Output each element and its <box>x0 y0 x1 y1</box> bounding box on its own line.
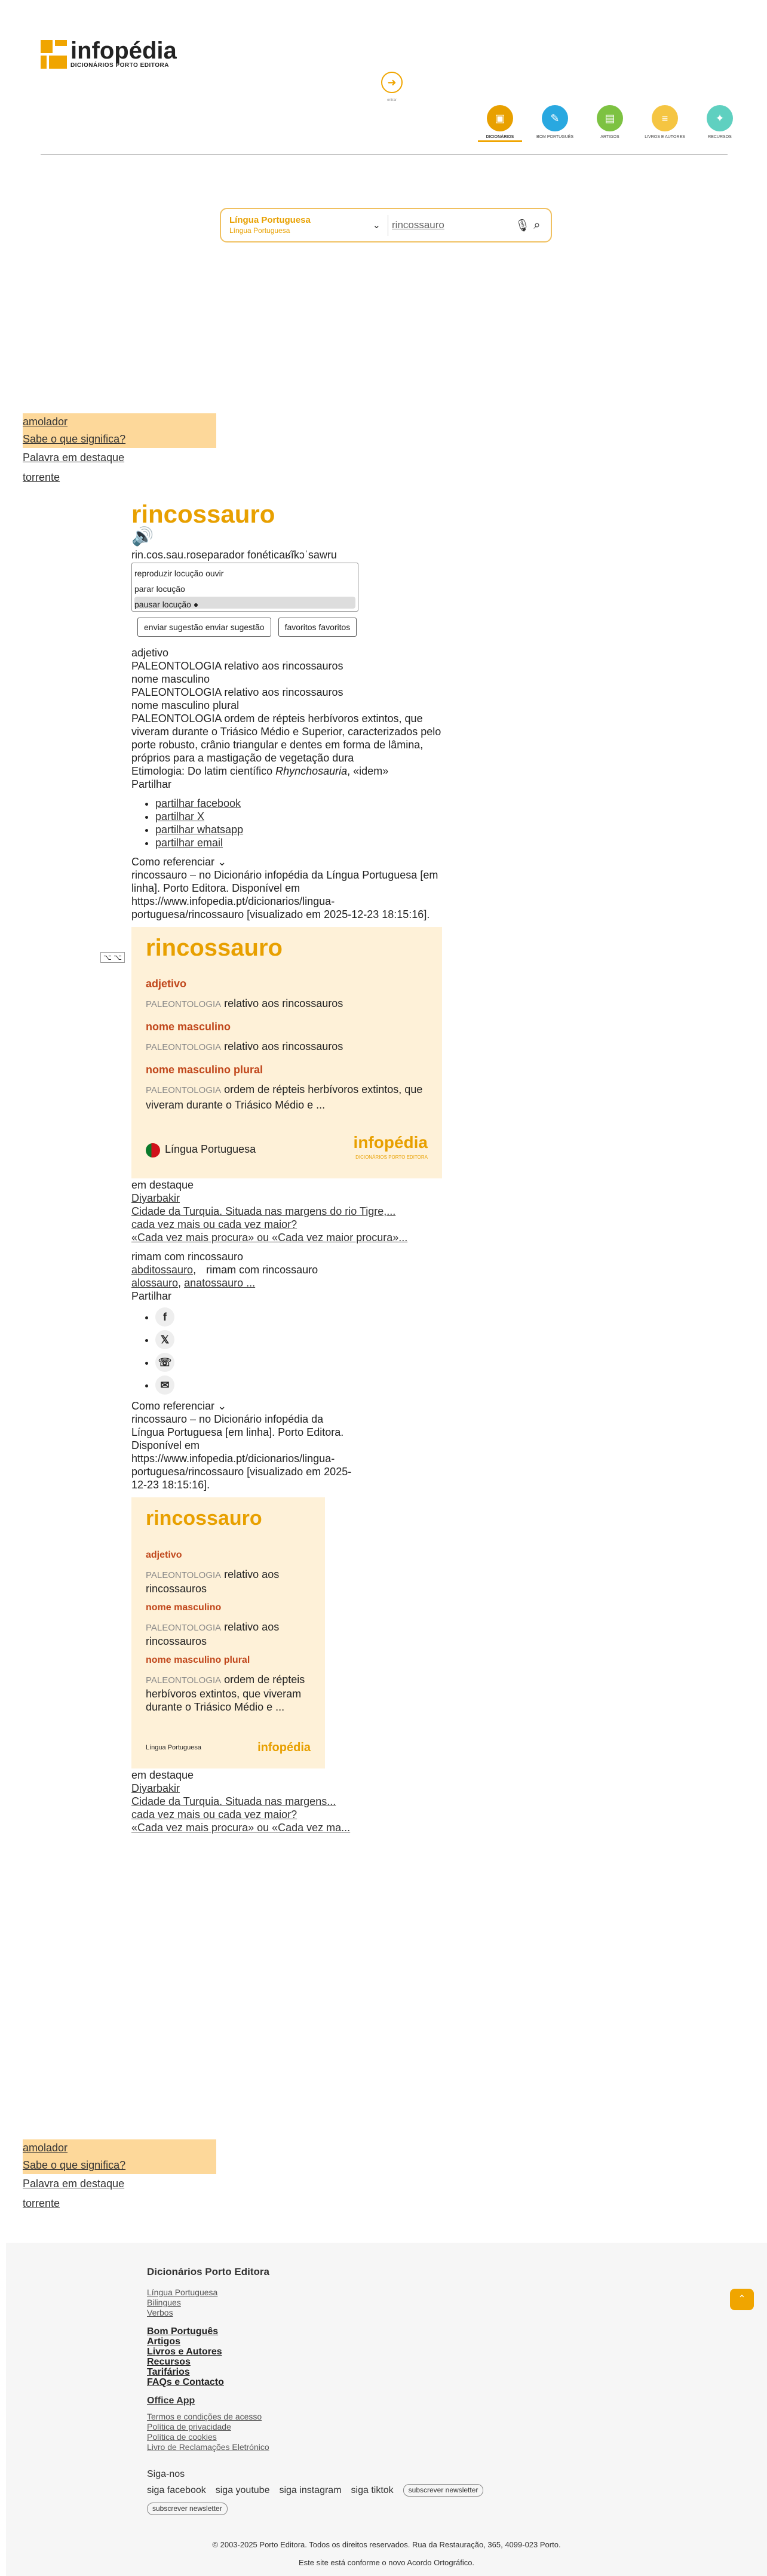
logo-title: infopédia <box>70 38 177 64</box>
entry-main: rincossauro 🔊 rin.cos.sau.roseparador fonéticaʁĩkɔˈsawru reproduzir locução ouvir parar locução pausar locução ● enviar sugestão enviar sugestão favoritos favoritos adjetivo PALEONTOLOGIA relativo aos rincossauros nome masculino PALEONTOLOGIA relativo aos rincossauros nome masculino plural PALEONTOLOGIA ordem de répteis herbívoros extintos, que viveram durante o Triásico Médio e Superior, caracterizados pelo porte robusto, crânio triangular e dentes em forma de lâmina, próprios para a mastigação de vegetação dura Etimologia: Do latim científico Rhynchosauria, «idem» Partilhar • partilhar facebook • partilhar X • partilhar whatsapp • partilhar email Como referenciar ⌄ rincossauro – no Dicionário infopédia da Língua Portuguesa [em linha]. Porto Editora. Disponível em https://www.infopedia.pt/dicionarios/lingua-portuguesa/rincossauro [visualizado em 2025-12-23 18:15:16]. rincossauro adjetivo PALEONTOLOGIA relativo aos rincossauros nome masculino PALEONTOLOGIA relativo aos rincossauros nome masculino plural PALEONTOLOGIA ordem de répteis herbívoros extintos, que viveram durante o Triásico Médio e ... Língua Portuguesa infopédia DICIONÁRIOS PORTO EDITORA em destaque Diyarbakir Cidade da Turquia. Situada nas margens do rio Tigre,... cada vez mais ou cada vez maior? «Cada vez mais procura» ou «Cada vez maior procura»... rimam com rincossauro abditossauro, rimam com rincossauro alossauro, anatossauro ... Partilhar • f • 𝕏 • ☏ • ✉ Como referenciar ⌄ rincossauro – no Dicionário infopédia da Língua Portuguesa [em linha]. Porto Editora. Disponível em https://www.infopedia.pt/dicionarios/lingua-portuguesa/rincossauro [visualizado em 2025-12-23 18:15:16]. rincossauro adjetivo PALEONTOLOGIA relativo aos rincossauros nome masculino PALEONTOLOGIA relativo aos rincossauros nome masculino plural PALEONTOLOGIA ordem de répteis herbívoros extintos, que viveram durante o Triásico Médio e ... Língua Portuguesa infopédia em destaque Diyarbakir Cidade da Turquia. Situada nas margens... cada vez mais ou cada vez maior? «Cada vez mais procura» ou «Cada vez ma... <box>131 508 442 1834</box>
featured-word-link[interactable]: Diyarbakir <box>131 1192 180 1204</box>
footer-link[interactable]: Verbos <box>147 2308 173 2317</box>
site-logo[interactable] <box>41 39 177 69</box>
definition: adjetivo PALEONTOLOGIA relativo aos rincossauros nome masculino PALEONTOLOGIA relativo aos rincossauros nome masculino plural PALEONTOLOGIA ordem de répteis herbívoros extintos, que viveram durante o Triásico Médio e Superior, caracterizados pelo porte robusto, crânio triangular e dentes em forma de lâmina, próprios para a mastigação de vegetação dura <box>131 647 441 764</box>
footer-link[interactable]: Recursos <box>147 2357 191 2367</box>
logo-subtitle: DICIONÁRIOS PORTO EDITORA <box>70 62 169 69</box>
rhyme-link[interactable]: abditossauro <box>131 1264 194 1276</box>
microphone-icon[interactable]: 🎙 <box>515 219 530 232</box>
sidebar-top <box>23 413 216 487</box>
tiktok-social-link[interactable]: siga tiktok <box>351 2485 394 2495</box>
rhymes-image: rimam com rincossauro <box>206 1264 318 1276</box>
search-input[interactable] <box>392 219 511 231</box>
sidebar-link-sabe[interactable]: Sabe o que significa? <box>23 431 216 448</box>
footer-link[interactable]: Língua Portuguesa <box>147 2288 218 2297</box>
footer-link[interactable]: Artigos <box>147 2336 180 2347</box>
footer-link[interactable]: Bilingues <box>147 2298 181 2307</box>
phonetic-separator: separador fonética <box>196 549 286 561</box>
rhyme-link[interactable]: anatossauro ... <box>184 1277 256 1289</box>
login-icon: ➜ <box>381 72 403 93</box>
share-title: Partilhar <box>131 778 172 790</box>
featured-title: em destaque <box>131 1769 194 1781</box>
language-main: Língua Portuguesa <box>229 214 311 225</box>
nav-label: LIVROS E AUTORES <box>645 135 685 139</box>
sidebar-link-palavra[interactable]: Palavra em destaque <box>23 2178 125 2190</box>
chevron-down-icon: ⌄ <box>217 856 227 868</box>
card-language: Língua Portuguesa <box>146 1143 256 1157</box>
featured-link-3[interactable]: «Cada vez mais procura» ou «Cada vez ma... <box>131 1822 351 1834</box>
site-footer <box>6 2243 767 2576</box>
site-header <box>0 0 767 161</box>
follow-title: Siga-nos <box>147 2469 185 2479</box>
card-category: nome masculino plural <box>146 1064 263 1076</box>
entry-card-small: rincossauro adjetivo PALEONTOLOGIA relativo aos rincossauros nome masculino PALEONTOLOGIA relativo aos rincossauros nome masculino plural PALEONTOLOGIA ordem de répteis herbívoros extintos, que viveram durante o Triásico Médio e ... Língua Portuguesa infopédia <box>131 1497 325 1768</box>
reference-text: rincossauro – no Dicionário infopédia da Língua Portuguesa [em linha]. Porto Editora. Disponível em https://www.infopedia.pt/dicionarios/lingua-portuguesa/rincossauro [visualizado em 2025-12-23 18:15:16]. <box>131 1413 352 1491</box>
share-x-link[interactable]: partilhar X <box>155 810 205 822</box>
featured-link-1[interactable]: Cidade da Turquia. Situada nas margens do rio Tigre,... <box>131 1205 396 1217</box>
search-bar <box>220 208 552 242</box>
footer-link[interactable]: FAQs e Contacto <box>147 2377 224 2387</box>
logo-mark <box>41 40 67 69</box>
nav-recursos[interactable] <box>698 105 742 142</box>
books-icon: ≡ <box>652 105 678 131</box>
footer-legal-link[interactable]: Termos e condições de acesso <box>147 2412 262 2421</box>
x-icon[interactable]: • 𝕏 <box>155 1330 174 1349</box>
suggest-button[interactable]: enviar sugestão enviar sugestão <box>137 618 271 637</box>
nav-label: RECURSOS <box>708 135 732 139</box>
orthography-note: Este site está conforme o novo Acordo Ortográfico. <box>298 2558 475 2567</box>
language-select[interactable] <box>221 215 388 236</box>
footer-link[interactable]: Bom Português <box>147 2326 219 2336</box>
speaker-icon[interactable]: 🔊 <box>131 527 154 546</box>
featured-title: em destaque <box>131 1179 194 1191</box>
newsletter-button[interactable]: subscrever newsletter <box>403 2484 484 2497</box>
share-title: Partilhar <box>131 1290 172 1302</box>
share-facebook-link[interactable]: partilhar facebook <box>155 797 241 809</box>
rhymes-title: rimam com rincossauro <box>131 1251 244 1263</box>
rhyme-link[interactable]: alossauro <box>131 1277 179 1289</box>
sidebar-link-amolador[interactable]: amolador <box>23 2139 216 2157</box>
featured-link-3[interactable]: «Cada vez mais procura» ou «Cada vez maior procura»... <box>131 1232 408 1244</box>
footer-legal-link[interactable]: Política de cookies <box>147 2432 217 2442</box>
copyright: © 2003-2025 Porto Editora. Todos os direitos reservados. Rua da Restauração, 365, 4099-023 Porto. <box>212 2540 561 2549</box>
footer-heading: Dicionários Porto Editora <box>147 2266 269 2277</box>
card-category: nome masculino <box>146 1021 231 1033</box>
book-icon: ▣ <box>487 105 513 131</box>
login-button[interactable] <box>380 72 404 104</box>
sidebar-link-sabe[interactable]: Sabe o que significa? <box>23 2157 216 2174</box>
sidebar-link-torrente[interactable]: torrente <box>23 2197 60 2209</box>
sidebar-link-palavra[interactable]: Palavra em destaque <box>23 452 125 463</box>
instagram-social-link[interactable]: siga instagram <box>279 2485 342 2495</box>
favorites-button[interactable]: favoritos favoritos <box>278 618 357 637</box>
youtube-social-link[interactable]: siga youtube <box>215 2485 270 2495</box>
phonetic: rin.cos.sau.roseparador fonéticaʁĩkɔˈsawru <box>131 549 337 561</box>
language-sub: Língua Portuguesa <box>229 226 290 235</box>
entry-title: rincossauro <box>131 500 275 528</box>
nav-label: ARTIGOS <box>600 135 619 139</box>
sidebar-link-torrente[interactable]: torrente <box>23 471 60 483</box>
etymology: Etimologia: Do latim científico Rhynchosauria, «idem» <box>131 765 389 777</box>
resources-icon: ✦ <box>707 105 733 131</box>
pause-button[interactable]: pausar locução ● <box>134 597 355 609</box>
footer-link[interactable]: Livros e Autores <box>147 2347 222 2357</box>
featured-link-2[interactable]: cada vez mais ou cada vez maior? <box>131 1218 297 1230</box>
login-label: entrar <box>387 99 397 102</box>
email-icon[interactable]: • ✉ <box>155 1375 174 1395</box>
sidebar-link-amolador[interactable]: amolador <box>23 413 216 431</box>
pen-icon: ✎ <box>542 105 568 131</box>
keyboard-shortcut[interactable]: ⌥ ⌥ <box>100 952 125 963</box>
nav-artigos[interactable] <box>588 105 632 142</box>
card-word: rincossauro <box>146 1507 262 1530</box>
whatsapp-icon[interactable]: • ☏ <box>155 1353 174 1372</box>
share-whatsapp-link[interactable]: partilhar whatsapp <box>155 824 244 836</box>
reference-toggle[interactable]: Como referenciar ⌄ <box>131 1400 227 1412</box>
card-category: adjetivo <box>146 978 187 990</box>
footer-legal-link[interactable]: Livro de Reclamações Eletrónico <box>147 2442 269 2452</box>
featured-link-2[interactable]: cada vez mais ou cada vez maior? <box>131 1809 297 1820</box>
portugal-flag-icon <box>146 1143 160 1157</box>
search-icon[interactable]: ⌕ <box>533 218 541 232</box>
chevron-down-icon: ⌄ <box>372 220 381 231</box>
doc-icon: ▤ <box>597 105 623 131</box>
nav-label: BOM PORTUGUÊS <box>536 135 574 139</box>
nav-dicionarios[interactable] <box>478 105 522 142</box>
header-divider <box>41 154 728 155</box>
nav-label: DICIONÁRIOS <box>478 135 522 142</box>
featured-link-1[interactable]: Cidade da Turquia. Situada nas margens... <box>131 1795 336 1807</box>
audio-player <box>131 563 358 612</box>
facebook-icon[interactable]: • f <box>155 1307 174 1327</box>
featured-word-link[interactable]: Diyarbakir <box>131 1782 180 1794</box>
office-app-link[interactable]: Office App <box>147 2396 195 2406</box>
stop-button[interactable]: parar locução <box>134 584 185 594</box>
main-nav <box>478 105 742 142</box>
reference-toggle[interactable]: Como referenciar ⌄ <box>131 856 227 868</box>
card-logo: infopédia DICIONÁRIOS PORTO EDITORA <box>353 1133 428 1160</box>
newsletter-button[interactable]: subscrever newsletter <box>147 2503 228 2515</box>
facebook-social-link[interactable]: siga facebook <box>147 2485 206 2495</box>
entry-card: rincossauro adjetivo PALEONTOLOGIA relativo aos rincossauros nome masculino PALEONTOLOGIA relativo aos rincossauros nome masculino plural PALEONTOLOGIA ordem de répteis herbívoros extintos, que viveram durante o Triásico Médio e ... Língua Portuguesa infopédia DICIONÁRIOS PORTO EDITORA <box>131 927 442 1178</box>
nav-livros[interactable] <box>643 105 687 142</box>
footer-link[interactable]: Tarifários <box>147 2367 190 2377</box>
card-word: rincossauro <box>146 935 283 961</box>
reference-text: rincossauro – no Dicionário infopédia da Língua Portuguesa [em linha]. Porto Editora. Disponível em https://www.infopedia.pt/dicionarios/lingua-portuguesa/rincossauro [visualizado em 2025-12-23 18:15:16]. <box>131 869 438 920</box>
chevron-down-icon: ⌄ <box>217 1400 227 1412</box>
share-email-link[interactable]: partilhar email <box>155 837 223 849</box>
play-button[interactable]: reproduzir locução ouvir <box>134 569 224 578</box>
sidebar-bottom <box>23 2139 216 2213</box>
back-to-top-button[interactable]: ⌃ <box>730 2289 754 2310</box>
card-logo: infopédia <box>257 1741 311 1754</box>
card-language: Língua Portuguesa <box>146 1744 201 1751</box>
nav-bom-portugues[interactable] <box>533 105 577 142</box>
footer-legal-link[interactable]: Política de privacidade <box>147 2422 231 2431</box>
